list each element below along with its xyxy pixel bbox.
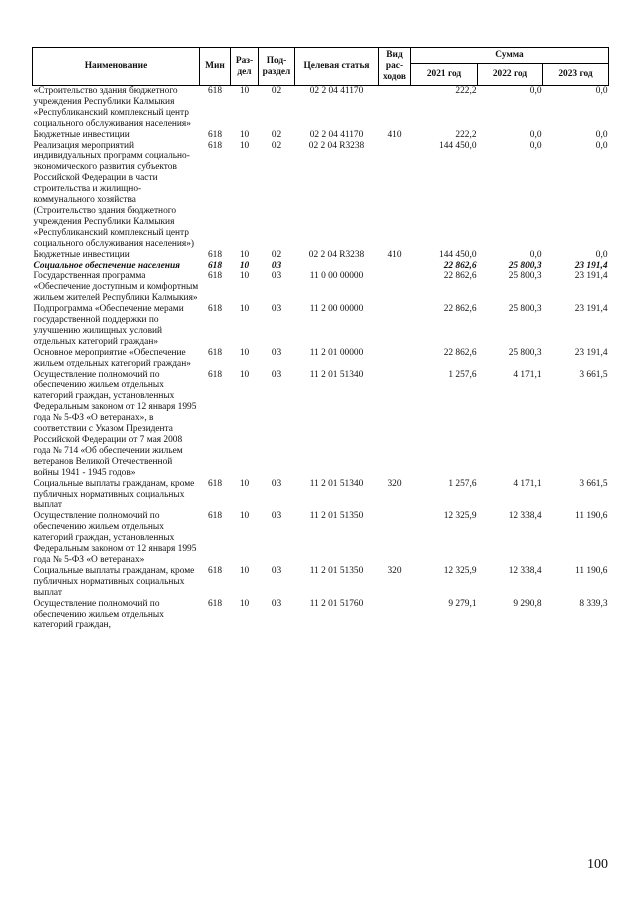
cell-target: 11 2 00 00000 [309, 304, 364, 315]
cell-vid [379, 141, 411, 250]
cell-name: Основное мероприятие «Обеспечение жильем отдельных категорий граждан» [33, 347, 191, 369]
cell-target: 02 2 04 41170 [309, 86, 364, 96]
cell-2021: 222,2 [455, 86, 477, 96]
cell-podrazdel: 03 [271, 304, 282, 315]
cell-razdel: 10 [239, 249, 250, 260]
cell-name: Осуществление полномочий по обеспечению жильем отдельных категорий граждан, установленных Федеральным законом от 12 января 1995 года № 5-ФЗ «О ветеранах» [33, 511, 197, 565]
table-body [33, 86, 609, 632]
cell-name: Реализация мероприятий индивидуальных программ социально-экономического развития субъектов Российской Федерации в части строительства и жилищно-коммунального хозяйства (Строительство здания бюджетного учреждения Республики Калмыкия «Республиканский комплексный центр социального обслуживания населения») [33, 140, 195, 249]
cell-vid [379, 86, 411, 130]
cell-razdel: 10 [239, 347, 250, 358]
cell-2023: 23 191,4 [574, 271, 608, 282]
cell-2023: 0,0 [595, 249, 608, 260]
cell-podrazdel: 03 [271, 369, 282, 380]
table-row [33, 261, 609, 272]
table-row [33, 271, 609, 304]
table-row [33, 304, 609, 348]
table-row [33, 250, 609, 261]
cell-min: 618 [207, 478, 223, 489]
cell-target: 11 2 01 51350 [309, 511, 364, 522]
cell-2023: 3 661,5 [579, 478, 608, 489]
cell-razdel: 10 [239, 86, 250, 96]
cell-target: 11 2 01 00000 [309, 347, 364, 358]
cell-podrazdel: 03 [271, 511, 282, 522]
cell-2023: 23 191,4 [574, 347, 608, 358]
cell-2023: 23 191,4 [574, 260, 608, 271]
cell-name: Бюджетные инвестиции [33, 249, 130, 260]
col-header-name: Наименование [33, 48, 200, 86]
cell-2022: 25 800,3 [508, 347, 542, 358]
cell-2023: 11 190,6 [575, 511, 608, 522]
cell-podrazdel: 02 [271, 86, 282, 96]
cell-vid [379, 599, 411, 632]
cell-2021: 12 325,9 [443, 565, 477, 576]
cell-2022: 9 290,8 [513, 598, 542, 609]
cell-2022: 25 800,3 [508, 304, 542, 315]
cell-2021: 9 279,1 [448, 598, 477, 609]
cell-podrazdel: 02 [271, 129, 282, 140]
table-row [33, 566, 609, 599]
cell-2022: 4 171,1 [513, 369, 542, 380]
cell-podrazdel: 03 [271, 565, 282, 576]
cell-vid: 320 [387, 478, 402, 489]
cell-min: 618 [207, 271, 223, 282]
cell-2021: 12 325,9 [443, 511, 477, 522]
cell-vid [379, 370, 411, 479]
cell-2023: 11 190,6 [575, 565, 608, 576]
cell-vid [379, 271, 411, 304]
cell-vid: 320 [387, 565, 402, 576]
cell-vid: 410 [387, 249, 402, 260]
col-header-2023: 2023 год [543, 64, 609, 86]
cell-2021: 22 862,6 [443, 304, 477, 315]
cell-2023: 0,0 [595, 129, 608, 140]
cell-2021: 144 450,0 [439, 249, 477, 260]
cell-2023: 8 339,3 [579, 598, 608, 609]
cell-2021: 22 862,6 [443, 260, 477, 271]
cell-vid [379, 511, 411, 566]
cell-2023: 0,0 [595, 140, 608, 151]
cell-razdel: 10 [239, 304, 250, 315]
cell-name: Подпрограмма «Обеспечение мерами государственной поддержки по улучшению жилищных условий отдельных категорий граждан» [33, 304, 184, 347]
cell-target: 02 2 04 R3238 [308, 140, 365, 151]
col-header-podrazdel: Под-раздел [259, 48, 295, 86]
cell-2022: 12 338,4 [508, 565, 542, 576]
cell-min: 618 [207, 140, 223, 151]
cell-podrazdel: 03 [271, 347, 282, 358]
cell-2021: 1 257,6 [448, 478, 477, 489]
cell-name: Бюджетные инвестиции [33, 129, 130, 140]
cell-podrazdel: 03 [271, 478, 282, 489]
cell-name: Социальные выплаты гражданам, кроме публичных нормативных социальных выплат [33, 478, 195, 511]
cell-name: «Строительство здания бюджетного учреждения Республики Калмыкия «Республиканский комплексный центр социального обслуживания населения» [33, 86, 191, 129]
cell-min: 618 [207, 511, 223, 522]
cell-name: Социальное обеспечение населения [33, 260, 181, 271]
cell-2022: 0,0 [529, 140, 542, 151]
cell-2023: 0,0 [595, 86, 608, 96]
col-header-min: Мин [200, 48, 231, 86]
cell-target: 11 2 01 51350 [309, 565, 364, 576]
cell-2021: 22 862,6 [443, 347, 477, 358]
cell-name: Осуществление полномочий по обеспечению жильем отдельных категорий граждан, установленных Федеральным законом от 12 января 1995 года № 5-ФЗ «О ветеранах», в соответствии с Указом Президента Российской Федерации от 7 мая 2008 года № 714 «Об обеспечении жильем ветеранов Великой Отечественной войны 1941 - 1945 годов» [33, 369, 197, 478]
cell-name: Социальные выплаты гражданам, кроме публичных нормативных социальных выплат [33, 565, 195, 598]
cell-razdel: 10 [239, 478, 250, 489]
table-row [33, 141, 609, 250]
cell-2023: 23 191,4 [574, 304, 608, 315]
col-header-vid: Вид рас-ходов [379, 48, 411, 86]
cell-min: 618 [207, 260, 223, 271]
cell-min: 618 [207, 249, 223, 260]
cell-min: 618 [207, 565, 223, 576]
col-header-summa: Сумма [411, 48, 609, 64]
cell-podrazdel: 03 [271, 598, 282, 609]
cell-2022: 25 800,3 [508, 260, 542, 271]
table-row [33, 130, 609, 141]
cell-razdel: 10 [239, 271, 250, 282]
cell-2022: 12 338,4 [508, 511, 542, 522]
cell-min: 618 [207, 598, 223, 609]
col-header-2021: 2021 год [411, 64, 478, 86]
table-row [33, 599, 609, 632]
cell-razdel: 10 [239, 260, 250, 271]
cell-min: 618 [207, 369, 223, 380]
cell-vid [379, 304, 411, 348]
cell-target: 11 2 01 51340 [309, 369, 364, 380]
cell-target: 11 0 00 00000 [309, 271, 364, 282]
cell-2021: 22 862,6 [443, 271, 477, 282]
cell-razdel: 10 [239, 369, 250, 380]
table-row [33, 370, 609, 479]
document-page [32, 47, 608, 631]
table-row [33, 348, 609, 370]
page-number: 100 [587, 857, 608, 872]
cell-2022: 0,0 [529, 249, 542, 260]
cell-2022: 0,0 [529, 86, 542, 96]
cell-name: Государственная программа «Обеспечение доступным и комфортным жильем жителей Республики Калмыкия» [33, 271, 199, 304]
table-row [33, 511, 609, 566]
cell-vid: 410 [387, 129, 402, 140]
cell-min: 618 [207, 347, 223, 358]
cell-2022: 4 171,1 [513, 478, 542, 489]
cell-min: 618 [207, 304, 223, 315]
cell-2023: 3 661,5 [579, 369, 608, 380]
cell-target [295, 261, 379, 272]
table-row [33, 86, 609, 130]
cell-razdel: 10 [239, 129, 250, 140]
cell-vid [379, 261, 411, 272]
cell-razdel: 10 [239, 511, 250, 522]
cell-target: 11 2 01 51760 [309, 598, 364, 609]
cell-2022: 0,0 [529, 129, 542, 140]
cell-2022: 25 800,3 [508, 271, 542, 282]
budget-table [32, 47, 609, 631]
cell-podrazdel: 03 [271, 271, 282, 282]
cell-podrazdel: 02 [271, 140, 282, 151]
col-header-2022: 2022 год [478, 64, 543, 86]
col-header-razdel: Раз-дел [231, 48, 259, 86]
cell-target: 02 2 04 R3238 [308, 249, 365, 260]
cell-2021: 144 450,0 [439, 140, 477, 151]
cell-vid [379, 348, 411, 370]
table-row [33, 479, 609, 512]
cell-podrazdel: 03 [271, 260, 282, 271]
cell-target: 11 2 01 51340 [309, 478, 364, 489]
cell-razdel: 10 [239, 598, 250, 609]
cell-2021: 222,2 [455, 129, 477, 140]
col-header-target: Целевая статья [295, 48, 379, 86]
cell-min: 618 [207, 129, 223, 140]
cell-razdel: 10 [239, 140, 250, 151]
cell-razdel: 10 [239, 565, 250, 576]
cell-podrazdel: 02 [271, 249, 282, 260]
cell-target: 02 2 04 41170 [309, 129, 364, 140]
cell-min: 618 [207, 86, 223, 96]
cell-name: Осуществление полномочий по обеспечению жильем отдельных категорий граждан, [33, 598, 164, 631]
cell-2021: 1 257,6 [448, 369, 477, 380]
